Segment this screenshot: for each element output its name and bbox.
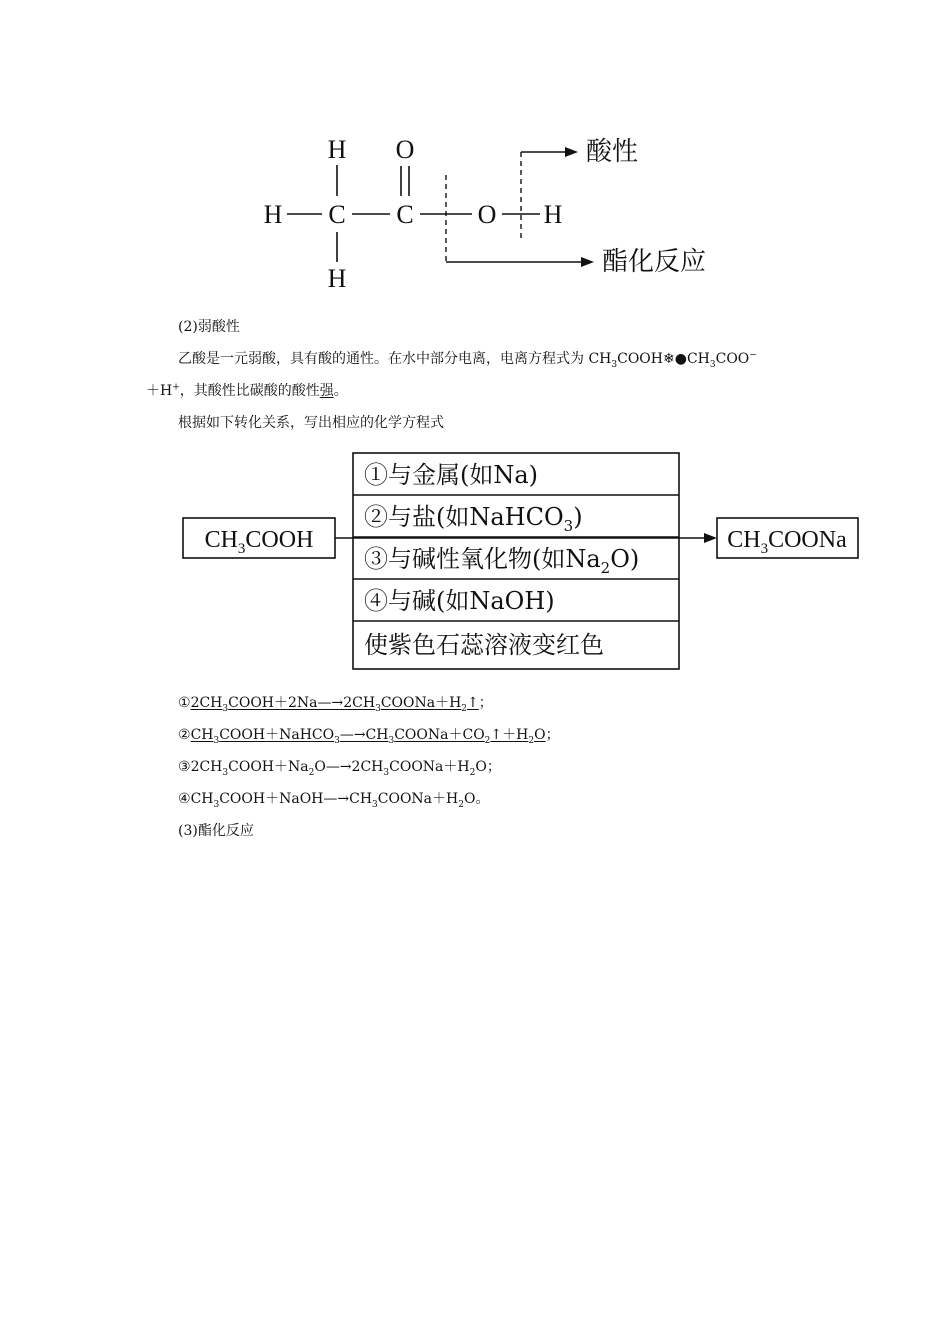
section2-intro: 根据如下转化关系，写出相应的化学方程式 <box>178 415 444 431</box>
condition-row-3: ③与碱性氧化物(如$Na_2O$) <box>364 545 640 577</box>
atom-h-right: H <box>543 200 563 229</box>
condition-row-1: ①与金属(如Na) <box>364 461 539 489</box>
answer-strong: 强 <box>319 383 334 399</box>
section2-para-line1: 乙酸是一元弱酸，具有酸的通性。在水中部分电离，电离方程式为 $CH_3COOH❄●CH_3COO^-$ <box>178 350 757 370</box>
label-acid: 酸性 <box>586 137 639 166</box>
atom-c2: C <box>396 200 414 229</box>
atom-c1: C <box>328 200 346 229</box>
acetic-acid-structure <box>0 0 950 300</box>
conversion-arrowhead-icon <box>704 533 717 543</box>
equation-2: $②CH_3COOH+NaHCO_3—\to CH_3COONa+CO_2↑+H_2O$； <box>178 727 560 746</box>
section2-para-line2: ＋H+，其酸性比碳酸的酸性强。 <box>146 382 348 399</box>
equation-4: $④CH_3COOH+NaOH—\to CH_3COONa+H_2O$。 <box>178 791 490 810</box>
conversion-diagram <box>0 440 950 680</box>
right-box-label: $CH_3COONa$ <box>727 527 847 557</box>
atom-h-left: H <box>263 200 283 229</box>
arrows <box>446 152 588 262</box>
section2-heading: (2)弱酸性 <box>178 319 240 335</box>
equation-1: $①2CH_3COOH+2Na—\to 2CH_3COONa+H_2↑$； <box>178 695 493 714</box>
label-ester: 酯化反应 <box>602 247 707 276</box>
ester-arrowhead-icon <box>581 257 594 267</box>
acid-arrowhead-icon <box>565 147 578 157</box>
left-box-label: $CH_3COOH$ <box>204 527 314 557</box>
atom-h-bottom: H <box>327 264 347 293</box>
atom-o-top: O <box>395 135 415 164</box>
equation-3: $③2CH_3COOH+Na_2O—\to 2CH_3COONa+H_2O$； <box>178 759 501 778</box>
condition-row-2: ②与盐(如NaHCO$_3$) <box>364 503 583 535</box>
atom-o-mid: O <box>477 200 497 229</box>
atom-h-top: H <box>327 135 347 164</box>
equilibrium-symbol: ❄● <box>663 351 687 367</box>
condition-row-4: ④与碱(如NaOH) <box>364 587 555 615</box>
condition-row-5: 使紫色石蕊溶液变红色 <box>364 631 604 659</box>
section3-heading: (3)酯化反应 <box>178 823 254 839</box>
